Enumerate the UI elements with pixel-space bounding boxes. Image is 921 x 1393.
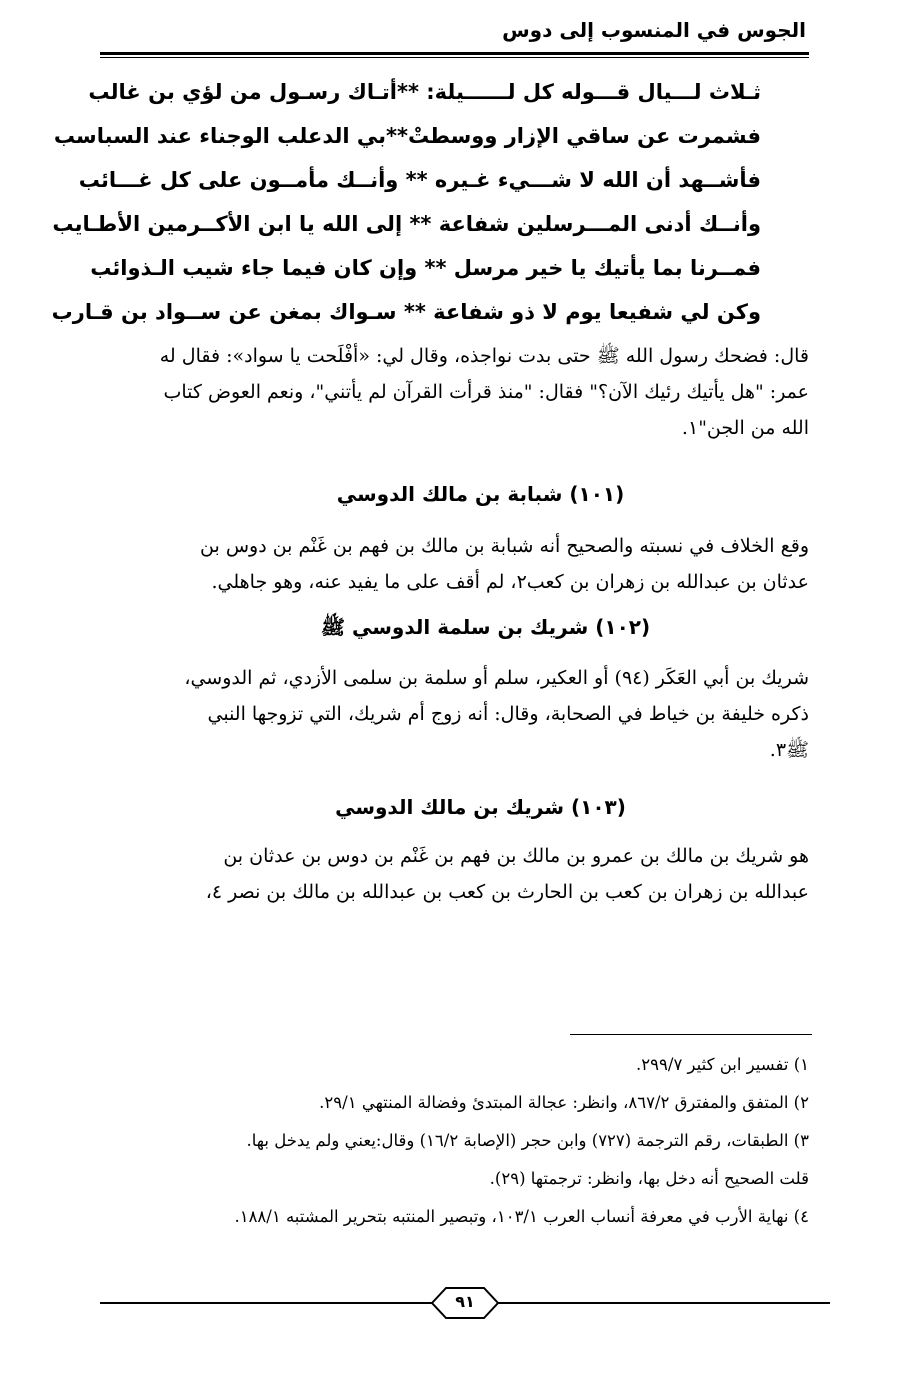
footnote: ٣) الطبقات، رقم الترجمة (٧٢٧) وابن حجر (الإصابة ١٦/٢) وقال:يعني ولم يدخل بها. — [246, 1131, 809, 1150]
footnote: ٤) نهاية الأرب في معرفة أنساب العرب ١٠٣/١، وتبصير المنتبه بتحرير المشتبه ١٨٨/١. — [234, 1207, 809, 1226]
text-line: وقع الخلاف في نسبته والصحيح أنه شبابة بن مالك بن فهم بن غَنْم بن دوس بن — [200, 535, 809, 557]
text-line: هو شريك بن مالك بن عمرو بن مالك بن فهم بن غَنْم بن دوس بن عدثان بن — [223, 845, 809, 867]
text-line: ذكره خليفة بن خياط في الصحابة، وقال: أنه زوج أم شريك، التي تزوجها النبي — [207, 703, 809, 725]
page-footer — [100, 1285, 830, 1321]
text-line: عدثان بن عبدالله بن زهران بن كعب٢، لم أقف على ما يفيد عنه، وهو جاهلي. — [211, 571, 809, 593]
poem-line: فأشــهد أن الله لا شـــيء غـيره ** وأنــك مأمــون على كل غـــائب — [78, 168, 761, 192]
poem-line: فمــرنا بما يأتيك يا خير مرسل ** وإن كان فيما جاء شيب الـذوائب — [90, 256, 761, 280]
text-line: عبدالله بن زهران بن كعب بن الحارث بن كعب بن عبدالله بن مالك بن نصر ٤، — [205, 881, 809, 903]
paragraph-sawad-reply — [109, 338, 809, 446]
poem-line: فشمرت عن ساقي الإزار ووسطتْ**بي الدعلب الوجناء عند السباسب — [53, 124, 761, 148]
text-line: عمر: "هل يأتيك رئيك الآن؟" فقال: "منذ قرأت القرآن لم يأتني"، ونعم العوض كتاب — [163, 381, 809, 403]
text-line: شريك بن أبي العَكَر (٩٤) أو العكير، سلم أو سلمة بن سلمى الأزدي، ثم الدوسي، — [184, 667, 809, 689]
running-header: الجوس في المنسوب إلى دوس — [502, 18, 806, 42]
footnotes — [109, 1046, 809, 1236]
page-number: ٩١ — [455, 1292, 475, 1311]
footnote: قلت الصحيح أنه دخل بها، وانظر: ترجمتها (٢٩). — [489, 1169, 809, 1188]
paragraph-entry-101 — [109, 528, 809, 600]
poem-line: وكن لي شفيعا يوم لا ذو شفاعة ** سـواك بمغن عن ســواد بن قـارب — [51, 300, 761, 324]
text-line: قال: فضحك رسول الله ﷺ حتى بدت نواجذه، وقال لي: «أفْلَحت يا سواد»: فقال له — [159, 345, 809, 367]
entry-heading-103: (١٠٣) شريك بن مالك الدوسي — [335, 795, 626, 819]
text-line: الله من الجن"١. — [681, 417, 809, 439]
poem-line: ثـلاث لـــيال قـــوله كل لــــــيلة: **أتـاك رسـول من لؤي بن غالب — [88, 80, 761, 104]
poem — [51, 70, 761, 334]
footnote: ٢) المتفق والمفترق ٨٦٧/٢، وانظر: عجالة المبتدئ وفضالة المنتهي ٢٩/١. — [319, 1093, 809, 1112]
paragraph-entry-103 — [109, 838, 809, 910]
header-rule — [100, 52, 809, 58]
entry-heading-102: (١٠٢) شريك بن سلمة الدوسي ﷺ — [320, 615, 651, 639]
footnote: ١) تفسير ابن كثير ٢٩٩/٧. — [636, 1055, 809, 1074]
poem-line: وأنــك أدنى المـــرسلين شفاعة ** إلى الله يا ابن الأكــرمين الأطـايب — [52, 212, 761, 236]
footnote-separator — [570, 1034, 812, 1035]
text-line: ﷺ٣. — [769, 739, 809, 761]
entry-heading-101: (١٠١) شبابة بن مالك الدوسي — [336, 482, 625, 506]
paragraph-entry-102 — [109, 660, 809, 768]
